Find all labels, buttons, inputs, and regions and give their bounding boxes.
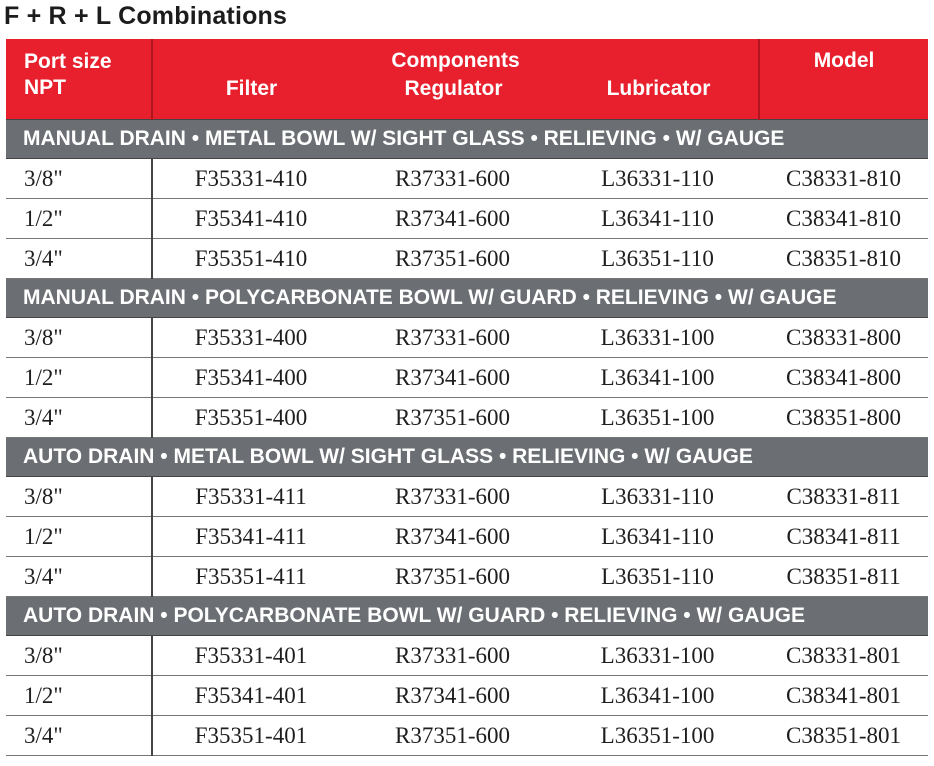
table-row	[6, 716, 928, 756]
model-cell: C38341-800	[759, 358, 928, 398]
model-cell: C38341-801	[759, 676, 928, 716]
table-row	[6, 398, 928, 438]
model-cell: C38331-810	[759, 159, 928, 199]
model-cell: C38341-810	[759, 199, 928, 239]
regulator-cell: R37341-600	[349, 358, 556, 398]
port-cell: 3/8"	[6, 318, 152, 358]
lubricator-cell: L36351-100	[556, 398, 759, 438]
section-title: AUTO DRAIN • METAL BOWL W/ SIGHT GLASS • RELIEVING • W/ GAUGE	[6, 438, 928, 477]
regulator-cell: R37331-600	[349, 159, 556, 199]
regulator-header: Regulator	[404, 77, 503, 100]
table-body	[6, 120, 928, 756]
model-cell: C38351-810	[759, 239, 928, 279]
lubricator-cell: L36341-110	[556, 199, 759, 239]
lubricator-cell: L36331-110	[556, 477, 759, 517]
filter-cell: F35351-410	[152, 239, 349, 279]
section-title: MANUAL DRAIN • POLYCARBONATE BOWL W/ GUARD • RELIEVING • W/ GAUGE	[6, 279, 928, 318]
table-row	[6, 159, 928, 199]
regulator-cell: R37331-600	[349, 636, 556, 676]
lubricator-cell: L36331-100	[556, 636, 759, 676]
model-cell: C38351-800	[759, 398, 928, 438]
table-header-row	[6, 39, 928, 120]
filter-cell: F35331-411	[152, 477, 349, 517]
port-cell: 1/2"	[6, 199, 152, 239]
model-header: Model	[759, 39, 928, 120]
section-header-row	[6, 438, 928, 477]
filter-cell: F35351-401	[152, 716, 349, 756]
model-cell: C38331-800	[759, 318, 928, 358]
section-header-row	[6, 279, 928, 318]
model-cell: C38341-811	[759, 517, 928, 557]
table-row	[6, 477, 928, 517]
port-size-header-line2: NPT	[24, 76, 66, 99]
table-row	[6, 517, 928, 557]
regulator-cell: R37341-600	[349, 199, 556, 239]
components-header-label: Components	[391, 49, 520, 72]
table-row	[6, 676, 928, 716]
filter-cell: F35331-410	[152, 159, 349, 199]
regulator-cell: R37351-600	[349, 398, 556, 438]
port-cell: 3/4"	[6, 557, 152, 597]
section-title: MANUAL DRAIN • METAL BOWL W/ SIGHT GLASS • RELIEVING • W/ GAUGE	[6, 120, 928, 159]
port-cell: 3/4"	[6, 716, 152, 756]
filter-cell: F35351-411	[152, 557, 349, 597]
port-size-header	[6, 39, 152, 120]
lubricator-cell: L36351-110	[556, 557, 759, 597]
lubricator-header: Lubricator	[606, 77, 711, 100]
regulator-cell: R37351-600	[349, 557, 556, 597]
regulator-cell: R37341-600	[349, 676, 556, 716]
lubricator-cell: L36341-110	[556, 517, 759, 557]
table-row	[6, 358, 928, 398]
regulator-cell: R37351-600	[349, 716, 556, 756]
table-row	[6, 557, 928, 597]
section-header-row	[6, 120, 928, 159]
model-cell: C38331-811	[759, 477, 928, 517]
regulator-cell: R37331-600	[349, 318, 556, 358]
regulator-cell: R37351-600	[349, 239, 556, 279]
filter-cell: F35341-411	[152, 517, 349, 557]
port-cell: 1/2"	[6, 358, 152, 398]
lubricator-cell: L36331-110	[556, 159, 759, 199]
port-cell: 3/8"	[6, 159, 152, 199]
model-cell: C38351-801	[759, 716, 928, 756]
filter-cell: F35351-400	[152, 398, 349, 438]
model-cell: C38331-801	[759, 636, 928, 676]
filter-cell: F35341-401	[152, 676, 349, 716]
filter-cell: F35341-410	[152, 199, 349, 239]
table-row	[6, 199, 928, 239]
filter-cell: F35331-401	[152, 636, 349, 676]
table-row	[6, 239, 928, 279]
port-cell: 3/8"	[6, 477, 152, 517]
port-size-header-line1: Port size	[24, 50, 112, 73]
section-header-row	[6, 597, 928, 636]
table-row	[6, 318, 928, 358]
filter-cell: F35341-400	[152, 358, 349, 398]
lubricator-cell: L36351-100	[556, 716, 759, 756]
port-cell: 1/2"	[6, 517, 152, 557]
filter-cell: F35331-400	[152, 318, 349, 358]
port-cell: 3/8"	[6, 636, 152, 676]
section-title: AUTO DRAIN • POLYCARBONATE BOWL W/ GUARD • RELIEVING • W/ GAUGE	[6, 597, 928, 636]
regulator-cell: R37331-600	[349, 477, 556, 517]
combinations-table	[6, 39, 928, 756]
model-cell: C38351-811	[759, 557, 928, 597]
lubricator-cell: L36331-100	[556, 318, 759, 358]
filter-header: Filter	[225, 77, 278, 100]
components-header	[152, 39, 759, 120]
table-row	[6, 636, 928, 676]
port-cell: 3/4"	[6, 239, 152, 279]
port-cell: 3/4"	[6, 398, 152, 438]
page-title: F + R + L Combinations	[4, 2, 288, 30]
port-cell: 1/2"	[6, 676, 152, 716]
lubricator-cell: L36341-100	[556, 676, 759, 716]
regulator-cell: R37341-600	[349, 517, 556, 557]
lubricator-cell: L36341-100	[556, 358, 759, 398]
lubricator-cell: L36351-110	[556, 239, 759, 279]
